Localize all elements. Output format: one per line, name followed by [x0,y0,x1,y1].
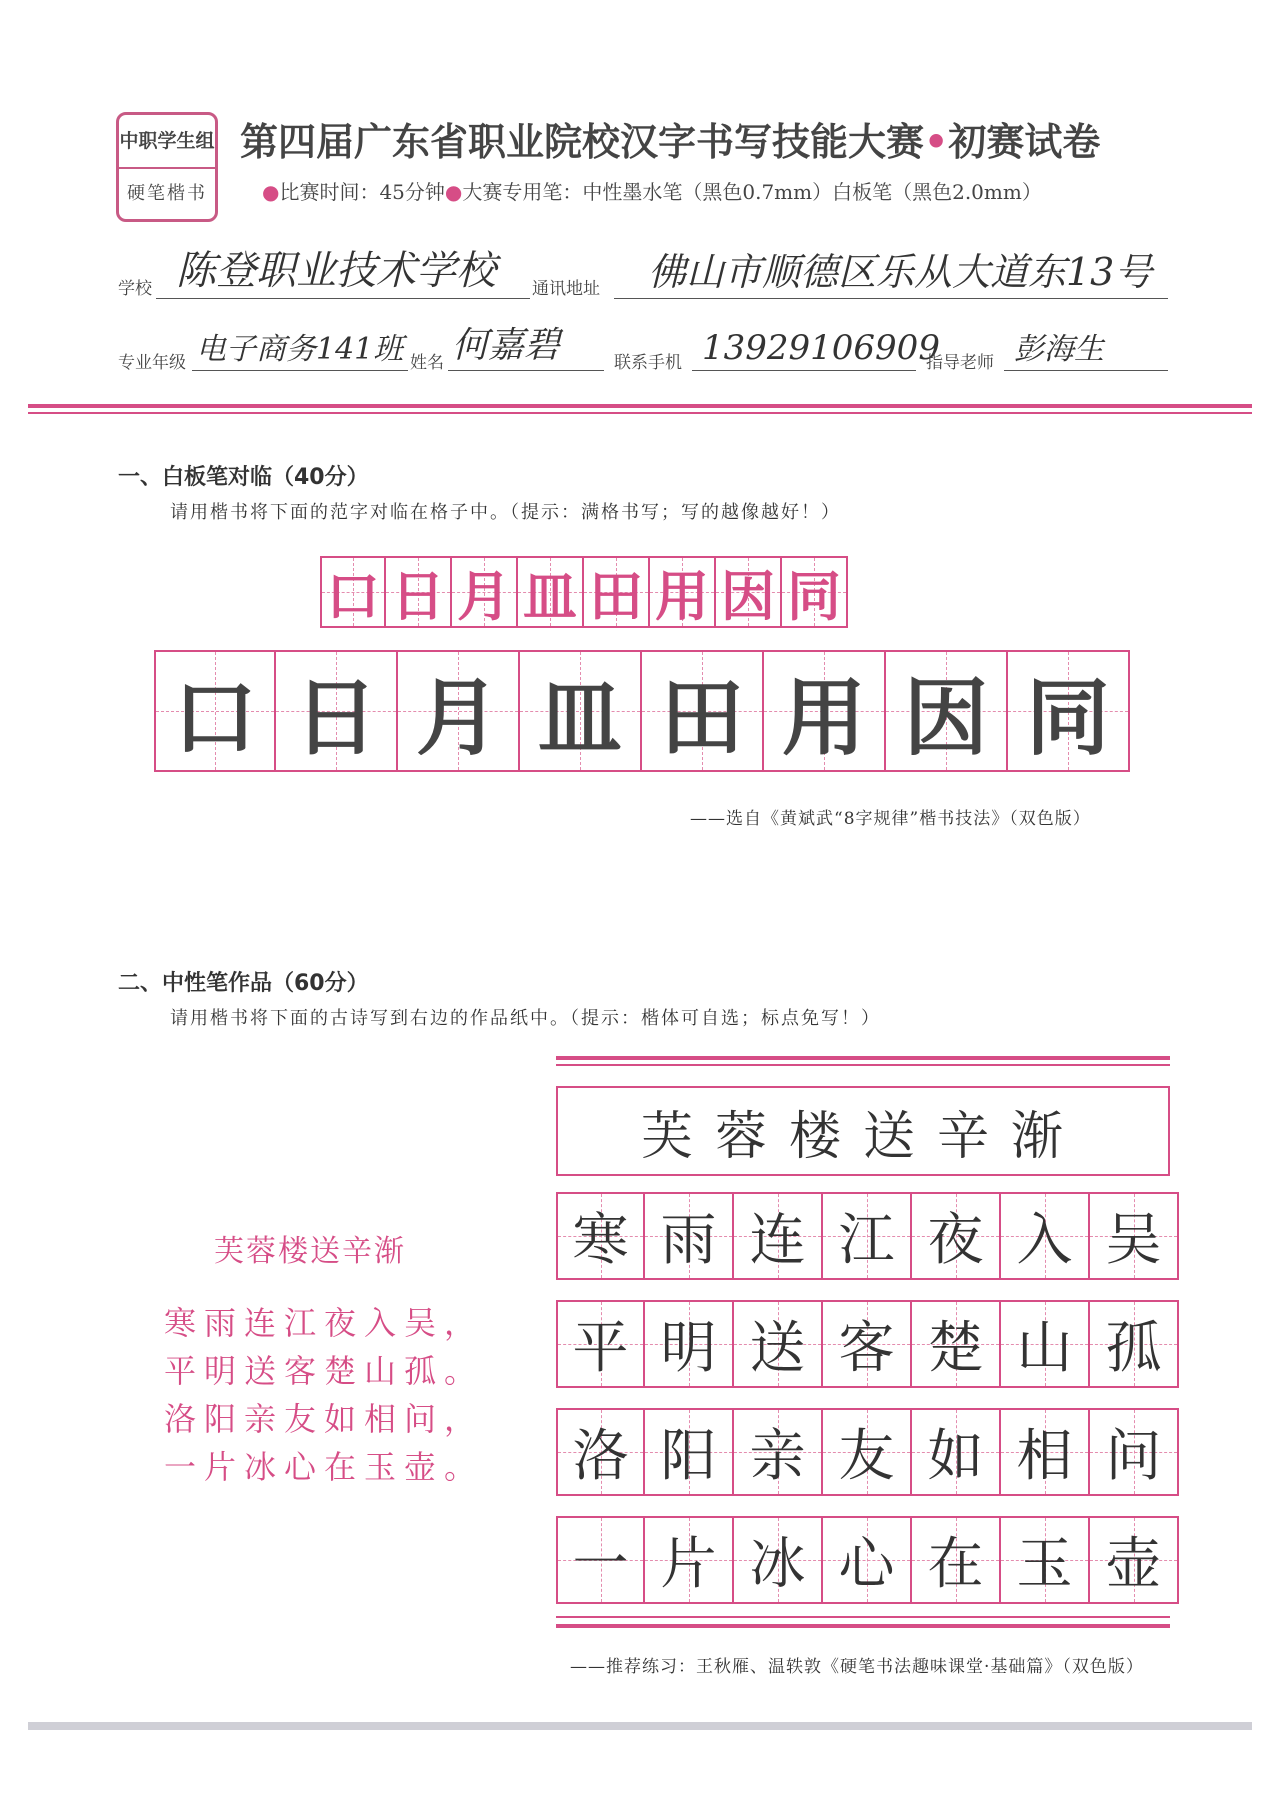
copy-cell[interactable]: 皿 [520,650,642,772]
phone-field[interactable] [692,320,940,371]
model-poem-line: 一片冰心在玉壶。 [164,1448,485,1486]
model-cell: 同 [782,556,848,628]
footer-rule [28,1722,1252,1730]
poem-cell[interactable]: 送 [734,1300,823,1388]
work-paper-top-rule [556,1056,1170,1060]
section2-title: 二、中性笔作品（60分） [118,971,369,996]
teacher-value: 彭海生 [1014,332,1104,367]
poem-cell[interactable]: 明 [645,1300,734,1388]
copy-cell[interactable]: 用 [764,650,886,772]
bullet-icon: ● [262,180,280,204]
school-value: 陈登职业技术学校 [176,248,496,294]
school-label: 学校 [118,279,152,299]
poem-cell[interactable]: 楚 [912,1300,1001,1388]
address-label: 通讯地址 [532,279,600,299]
poem-cell[interactable]: 入 [1001,1192,1090,1280]
model-poem-title: 芙蓉楼送辛渐 [214,1234,406,1269]
section1-title: 一、白板笔对临（40分） [118,465,369,490]
school-field[interactable] [156,242,530,299]
copy-cell[interactable]: 月 [398,650,520,772]
poem-cell[interactable]: 在 [912,1516,1001,1604]
copy-cell[interactable]: 口 [154,650,276,772]
poem-cell[interactable]: 吴 [1090,1192,1179,1280]
poem-cell[interactable]: 一 [556,1516,645,1604]
header-rule [28,404,1252,408]
title-dot: • [924,120,949,164]
major-label: 专业年级 [118,353,186,373]
model-cell: 月 [452,556,518,628]
phone-label: 联系手机 [614,353,682,373]
poem-cell[interactable]: 壶 [1090,1516,1179,1604]
page-title [240,112,1100,172]
copy-grid [154,650,1130,772]
poem-cell[interactable]: 平 [556,1300,645,1388]
work-paper-top-rule-thin [556,1064,1170,1066]
poem-cell[interactable]: 问 [1090,1408,1179,1496]
name-field[interactable] [448,320,604,371]
poem-cell[interactable]: 孤 [1090,1300,1179,1388]
title-tail: 初赛试卷 [948,120,1101,164]
model-cell: 日 [386,556,452,628]
copy-cell[interactable]: 日 [276,650,398,772]
teacher-label: 指导老师 [926,353,994,373]
poem-cell[interactable]: 江 [823,1192,912,1280]
work-paper-bottom-rule [556,1624,1170,1628]
name-label: 姓名 [410,353,444,373]
section2-instruction: 请用楷书将下面的古诗写到右边的作品纸中。（提示：楷体可自选；标点免写！） [170,1008,881,1029]
poem-cell[interactable]: 客 [823,1300,912,1388]
poem-row [556,1192,1179,1280]
model-cell: 皿 [518,556,584,628]
major-field[interactable] [192,320,408,371]
model-poem-line: 平明送客楚山孤。 [164,1352,485,1390]
badge-group-label: 中职学生组 [119,115,215,169]
poem-cell[interactable]: 冰 [734,1516,823,1604]
poem-cell[interactable]: 片 [645,1516,734,1604]
poem-title-written: 芙蓉楼送辛渐 [640,1106,1085,1167]
major-value: 电子商务141班 [196,332,404,367]
bullet-icon: ● [444,180,463,204]
section1-credit: ——选自《黄斌武“8字规律”楷书技法》（双色版） [690,809,1091,829]
poem-row [556,1408,1179,1496]
address-field[interactable] [614,242,1168,299]
model-poem-line: 寒雨连江夜入吴， [164,1304,485,1342]
section1-instruction: 请用楷书将下面的范字对临在格子中。（提示：满格书写；写的越像越好！） [170,502,841,523]
contest-info [262,174,1042,210]
poem-cell[interactable]: 雨 [645,1192,734,1280]
poem-row [556,1516,1179,1604]
poem-cell[interactable]: 如 [912,1408,1001,1496]
badge-style-label: 硬笔楷书 [127,183,207,204]
poem-cell[interactable]: 友 [823,1408,912,1496]
poem-cell[interactable]: 相 [1001,1408,1090,1496]
time-info: 比赛时间：45分钟 [279,180,445,204]
poem-title-box[interactable] [556,1086,1170,1176]
poem-cell[interactable]: 玉 [1001,1516,1090,1604]
name-value: 何嘉碧 [452,325,561,366]
teacher-field[interactable] [1004,320,1168,371]
model-grid [320,556,848,628]
model-poem-line: 洛阳亲友如相问， [164,1400,485,1438]
header-rule-thin [28,412,1252,414]
model-cell: 口 [320,556,386,628]
poem-cell[interactable]: 亲 [734,1408,823,1496]
copy-cell[interactable]: 因 [886,650,1008,772]
poem-cell[interactable]: 阳 [645,1408,734,1496]
poem-cell[interactable]: 洛 [556,1408,645,1496]
address-value: 佛山市顺德区乐从大道东13号 [648,250,1153,294]
model-cell: 因 [716,556,782,628]
poem-cell[interactable]: 连 [734,1192,823,1280]
phone-value: 13929106909 [702,328,940,368]
model-cell: 田 [584,556,650,628]
poem-cell[interactable]: 心 [823,1516,912,1604]
title-main: 第四届广东省职业院校汉字书写技能大赛 [240,120,925,164]
category-badge [116,112,218,222]
copy-cell[interactable]: 田 [642,650,764,772]
copy-cell[interactable]: 同 [1008,650,1130,772]
model-cell: 用 [650,556,716,628]
work-paper-bottom-rule-thin [556,1616,1170,1618]
poem-cell[interactable]: 寒 [556,1192,645,1280]
poem-cell[interactable]: 山 [1001,1300,1090,1388]
section2-credit: ——推荐练习：王秋雁、温轶敦《硬笔书法趣味课堂·基础篇》（双色版） [570,1657,1144,1677]
poem-row [556,1300,1179,1388]
pen-info: 大赛专用笔：中性墨水笔（黑色0.7mm）白板笔（黑色2.0mm） [462,180,1042,204]
poem-cell[interactable]: 夜 [912,1192,1001,1280]
